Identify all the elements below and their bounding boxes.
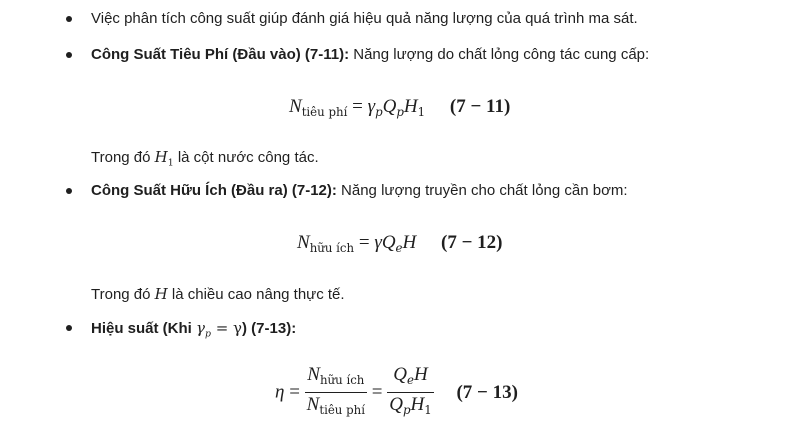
note-text-1: Trong đó $H_1$ là cột nước công tác.	[91, 148, 319, 169]
bullet-title: Hiệu suất (Khi $\gamma_p = \gamma$) (7-13):	[91, 319, 297, 340]
equation-number: (7 − 13)	[456, 381, 518, 403]
equation-7-12: $N_{hữu ích} = \gamma Q_eH$ (7 − 12)	[297, 232, 503, 256]
equation-number: (7 − 12)	[441, 232, 503, 253]
equation-7-13: η = $\frac{N_{hữu ích}}{N_{tiêu phí}}$ = $\frac{Q_eH}{Q_pH_1}$ (7 − 13)	[275, 363, 518, 422]
fraction-output-over-input: $\frac{N_{hữu ích}}{N_{tiêu phí}}$	[306, 364, 365, 418]
equation-7-11: $N_{tiêu phí} = \gamma_pQ_pH_1$ (7 − 11)	[289, 96, 511, 120]
bullet-dot	[66, 188, 72, 194]
bullet-title: Công Suất Hữu Ích (Đầu ra) (7-12):	[91, 182, 337, 199]
bullet-dot	[66, 52, 72, 58]
bullet-text-4	[91, 318, 296, 344]
equation-number: (7 − 11)	[449, 96, 511, 117]
fraction-flow-head: $\frac{Q_eH}{Q_pH_1}$	[389, 364, 432, 418]
note-text-2: Trong đó H là chiều cao nâng thực tế.	[91, 285, 345, 303]
bullet-text-1: Việc phân tích công suất giúp đánh giá hiệu quả năng lượng của quá trình ma sát.	[91, 10, 638, 27]
bullet-text-2: Công Suất Tiêu Phí (Đầu vào) (7-11): Năng lượng do chất lỏng công tác cung cấp:	[91, 46, 650, 63]
bullet-title: Công Suất Tiêu Phí (Đầu vào) (7-11):	[91, 46, 350, 63]
bullet-dot	[66, 16, 72, 22]
bullet-text-3: Công Suất Hữu Ích (Đầu ra) (7-12): Năng lượng truyền cho chất lỏng cần bơm:	[91, 182, 628, 199]
bullet-dot	[66, 325, 72, 331]
